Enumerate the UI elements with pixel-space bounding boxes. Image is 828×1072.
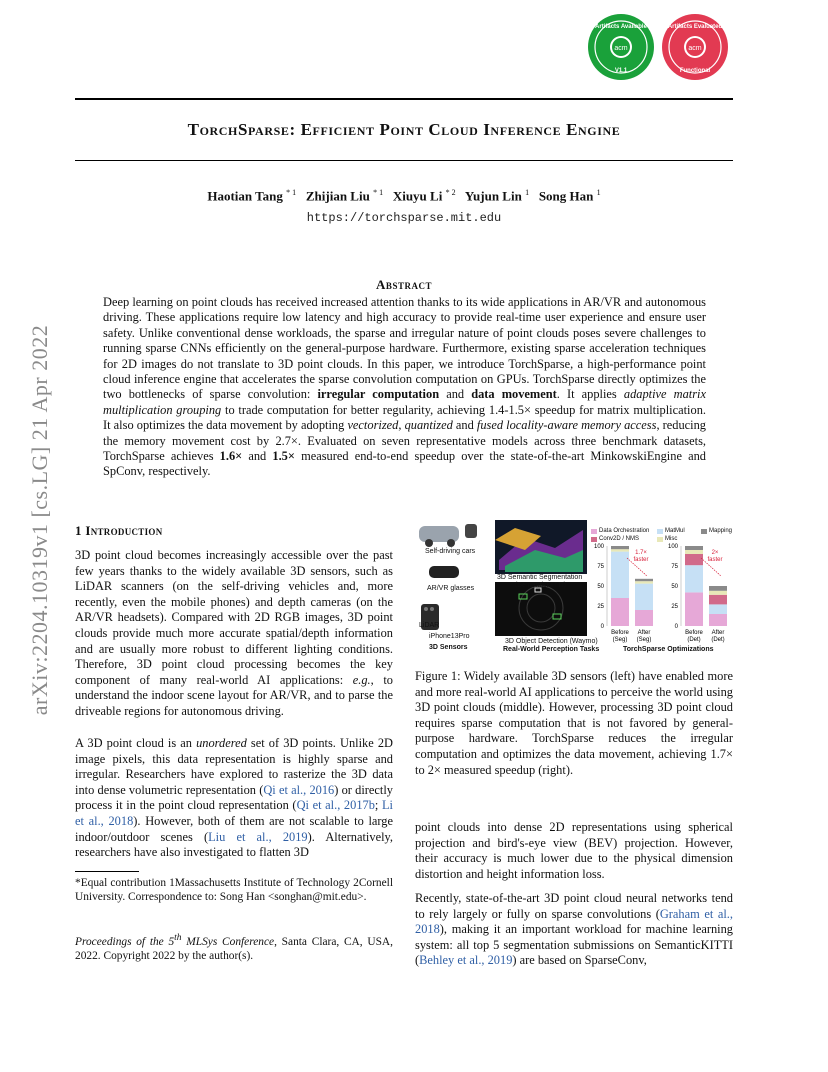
lidar-sensor-icon — [465, 524, 477, 538]
author-name: Zhijian Liu — [305, 188, 370, 204]
bar-segment — [685, 546, 703, 550]
speedup-annotation: faster — [633, 557, 649, 563]
citation-link[interactable]: Behley et al., 2019 — [419, 953, 513, 968]
badge-bottom-text: Functional — [679, 68, 711, 74]
x-tick-label: Before — [611, 630, 629, 636]
badge-bottom-text: V1.1 — [614, 68, 628, 74]
bar-segment — [611, 552, 629, 598]
bar-segment — [709, 614, 727, 626]
x-tick-label: (Seg) — [612, 637, 628, 643]
right-paragraph-2: Recently, state-of-the-art 3D point cloud neural networks tend to rely largely or fully on sparse convolutions (Graham et al., 2018), making it an important workload for machine learning system: all top 5 segmentation submissions on SemanticKITTI (Behley et al., 2019) are based on SparseConv, — [415, 891, 733, 968]
footnote-rule — [75, 871, 139, 872]
abstract-heading: Abstract — [376, 277, 432, 292]
bar-segment — [709, 595, 727, 605]
figure-1-caption: Figure 1: Widely available 3D sensors (left) have enabled more and more real-world AI applications to perceive the world using 3D point clouds (middle). However, processing 3D point cloud requires sparse computation that is not favored by general-purpose hardware. TorchSparse reduces the irregular computation and optimizes the data movement, achieving 1.7× to 2× measured speedup (right). — [415, 669, 733, 777]
x-tick-label: (Seg) — [636, 637, 652, 643]
legend-swatch — [657, 529, 663, 534]
arxiv-sidebar-id: arXiv:2204.10319v1 [cs.LG] 21 Apr 2022 — [27, 324, 52, 716]
bar-segment — [685, 565, 703, 592]
y-tick-label: 100 — [593, 544, 604, 550]
author-name: Yujun Lin — [464, 188, 522, 204]
abstract-bold: data movement — [471, 387, 557, 402]
y-tick-label: 50 — [671, 584, 678, 590]
sensors-illustration — [415, 518, 495, 638]
title-rule-bottom — [75, 160, 733, 161]
bar-segment — [685, 592, 703, 626]
bar-segment — [635, 584, 653, 610]
x-tick-label: After — [637, 630, 651, 636]
y-tick-label: 25 — [597, 604, 604, 610]
sensor-label: AR/VR glasses — [427, 585, 475, 592]
badge-top-text: Artifacts Available — [595, 24, 647, 30]
tasks-title: Real-World Perception Tasks — [503, 646, 600, 653]
citation-link[interactable]: Li et al., 2018 — [75, 798, 393, 828]
sensor-label: Self-driving cars — [425, 548, 476, 555]
bar-segment — [635, 581, 653, 583]
citation-link[interactable]: Qi et al., 2017b — [296, 798, 375, 813]
legend-label: Mapping — [709, 528, 733, 534]
badge-acm-text: acm — [688, 45, 702, 52]
legend-label: Conv2D / NMS — [599, 536, 640, 542]
bar-segment — [611, 549, 629, 551]
speedup-annotation: 2× — [711, 550, 719, 556]
x-tick-label: Before — [685, 630, 703, 636]
author-affil: * 1 — [286, 188, 297, 197]
y-tick-label: 75 — [671, 564, 678, 570]
badge-acm-text: acm — [614, 45, 628, 52]
bar-segment — [611, 546, 629, 549]
bar-segment — [635, 579, 653, 581]
citation-link[interactable]: Qi et al., 2016 — [263, 782, 335, 797]
abstract-bold: irregular computation — [317, 387, 440, 402]
author-name: Haotian Tang — [207, 188, 283, 204]
paper-title: TorchSparse: Efficient Point Cloud Inference Engine — [187, 120, 621, 139]
badge-top-text: Artifacts Evaluated — [667, 24, 723, 30]
speedup-annotation: 1.7× — [635, 550, 647, 556]
citation-link[interactable]: Graham et al., 2018 — [415, 906, 733, 937]
abstract-italic: quantized — [404, 418, 453, 433]
sensors-title: 3D Sensors — [429, 644, 468, 651]
citation-link[interactable]: Liu et al., 2019 — [208, 829, 308, 844]
sensor-label: LiDAR — [419, 622, 440, 629]
optimizations-title: TorchSparse Optimizations — [623, 646, 714, 653]
y-tick-label: 50 — [597, 584, 604, 590]
legend-label: MatMul — [665, 528, 685, 534]
author-affil: 1 — [596, 188, 601, 197]
task-label: 3D Semantic Segmentation — [497, 574, 583, 581]
speedup-annotation: faster — [707, 557, 723, 563]
legend-swatch — [591, 529, 597, 534]
legend-label: Data Orchestration — [599, 528, 650, 534]
bar-segment — [635, 610, 653, 626]
optimization-charts — [587, 542, 733, 646]
bar-segment — [685, 550, 703, 554]
bar-segment — [611, 598, 629, 626]
y-tick-label: 100 — [667, 544, 678, 550]
author-list — [75, 188, 733, 204]
figure-1 — [415, 518, 733, 658]
bar-segment — [709, 591, 727, 595]
x-tick-label: (Det) — [687, 637, 701, 643]
author-name: Song Han — [538, 188, 594, 204]
vr-glasses-icon — [429, 566, 459, 578]
author-name: Xiuyu Li — [392, 188, 443, 204]
title-rule-top — [75, 98, 733, 100]
intro-paragraph-2: A 3D point cloud is an unordered set of 3D points. Unlike 2D image pixels, this data representation is highly sparse and irregular. Researchers have explored to rasterize the 3D data into dense volumetric representation (Qi et al., 2016) or directly process it in the point cloud representation (Qi et al., 2017b; Li et al., 2018). However, both of them are not scalable to large indoor/outdoor scenes (Liu et al., 2019). Alternatively, researchers have also investigated to flatten 3D — [75, 736, 394, 860]
bar-segment — [709, 586, 727, 591]
x-tick-label: (Det) — [711, 637, 725, 643]
bar-segment — [685, 554, 703, 565]
project-url-link[interactable]: https://torchsparse.mit.edu — [306, 211, 502, 225]
artifacts-evaluated-badge — [660, 12, 730, 82]
abstract-italic: adaptive matrix multiplication grouping — [103, 387, 706, 417]
abstract-bold: 1.6× — [219, 449, 243, 464]
footnote-affiliations: *Equal contribution 1Massachusetts Institute of Technology 2Cornell University. Correspondence to: Song Han <songhan@mit.edu>. — [75, 877, 393, 903]
y-tick-label: 75 — [597, 564, 604, 570]
legend-swatch — [701, 529, 707, 534]
section-heading-introduction: 1 Introduction — [75, 523, 163, 538]
intro-paragraph-1: 3D point cloud becomes increasingly accessible over the past few years thanks to the widely available 3D sensors, such as LiDAR scanners (on the self-driving vehicles and, more recently, even the mobile phones) and depth cameras (on the AR/VR headsets). Compared with 2D RGB images, 3D point clouds provide much more accurate spatial/depth information and are usually more robust to different lighting conditions. Therefore, 3D point cloud processing becomes the key component of many real-world AI applications: e.g., to understand the indoor scene layout for AR/VR, and to parse the driveable regions for autonomous driving. — [75, 548, 393, 718]
abstract-italic: vectorized — [347, 418, 399, 433]
author-affil: 1 — [525, 188, 530, 197]
author-affil: * 1 — [373, 188, 384, 197]
bar-segment — [709, 604, 727, 614]
sensor-label: iPhone13Pro — [429, 633, 470, 640]
task-label: (SemanticKITTI) — [515, 582, 566, 589]
y-tick-label: 0 — [674, 624, 678, 630]
proceedings-note: Proceedings of the 5th MLSys Conference, Santa Clara, CA, USA, 2022. Copyright 2022 by the author(s). — [75, 933, 393, 962]
abstract-bold: 1.5× — [272, 449, 295, 464]
y-tick-label: 25 — [671, 604, 678, 610]
author-affil: * 2 — [445, 188, 456, 197]
x-tick-label: After — [711, 630, 725, 636]
legend-label: Misc — [665, 536, 678, 542]
artifacts-available-badge — [586, 12, 656, 82]
y-tick-label: 0 — [600, 624, 604, 630]
abstract-italic: fused locality-aware memory access — [476, 418, 657, 433]
abstract-text: Deep learning on point clouds has received increased attention thanks to its wide applications in AR/VR and autonomous driving. These applications require low latency and high accuracy to provide real-time user experience and ensure user safety. Unlike conventional dense workloads, the sparse and irregular nature of point clouds poses severe challenges to running sparse CNNs efficiently on the general-purpose hardware. Furthermore, existing sparse acceleration techniques for 2D images do not translate to 3D point clouds. In this paper, we introduce TorchSparse, a high-performance point cloud inference engine that accelerates the sparse convolution computation on GPUs. TorchSparse directly optimizes the two bottlenecks of sparse convolution: irregular computation and data movement. It applies adaptive matrix multiplication grouping to trade computation for better regularity, achieving 1.4-1.5× speedup for matrix multiplication. It also optimizes the data movement by adopting vectorized, quantized and fused locality-aware memory access, reducing the memory movement cost by 2.7×. Evaluated on seven representative models across three benchmark datasets, TorchSparse achieves 1.6× and 1.5× measured end-to-end speedup over the state-of-the-art MinkowskiEngine and SpConv, respectively. — [103, 295, 706, 479]
right-paragraph-1: point clouds into dense 2D representations using spherical projection and bird's-eye view (BEV) projection. However, their accuracy is much lower due to the physical dimension distortion and height information loss. — [415, 820, 733, 881]
task-label: 3D Object Detection (Waymo) — [505, 638, 598, 645]
